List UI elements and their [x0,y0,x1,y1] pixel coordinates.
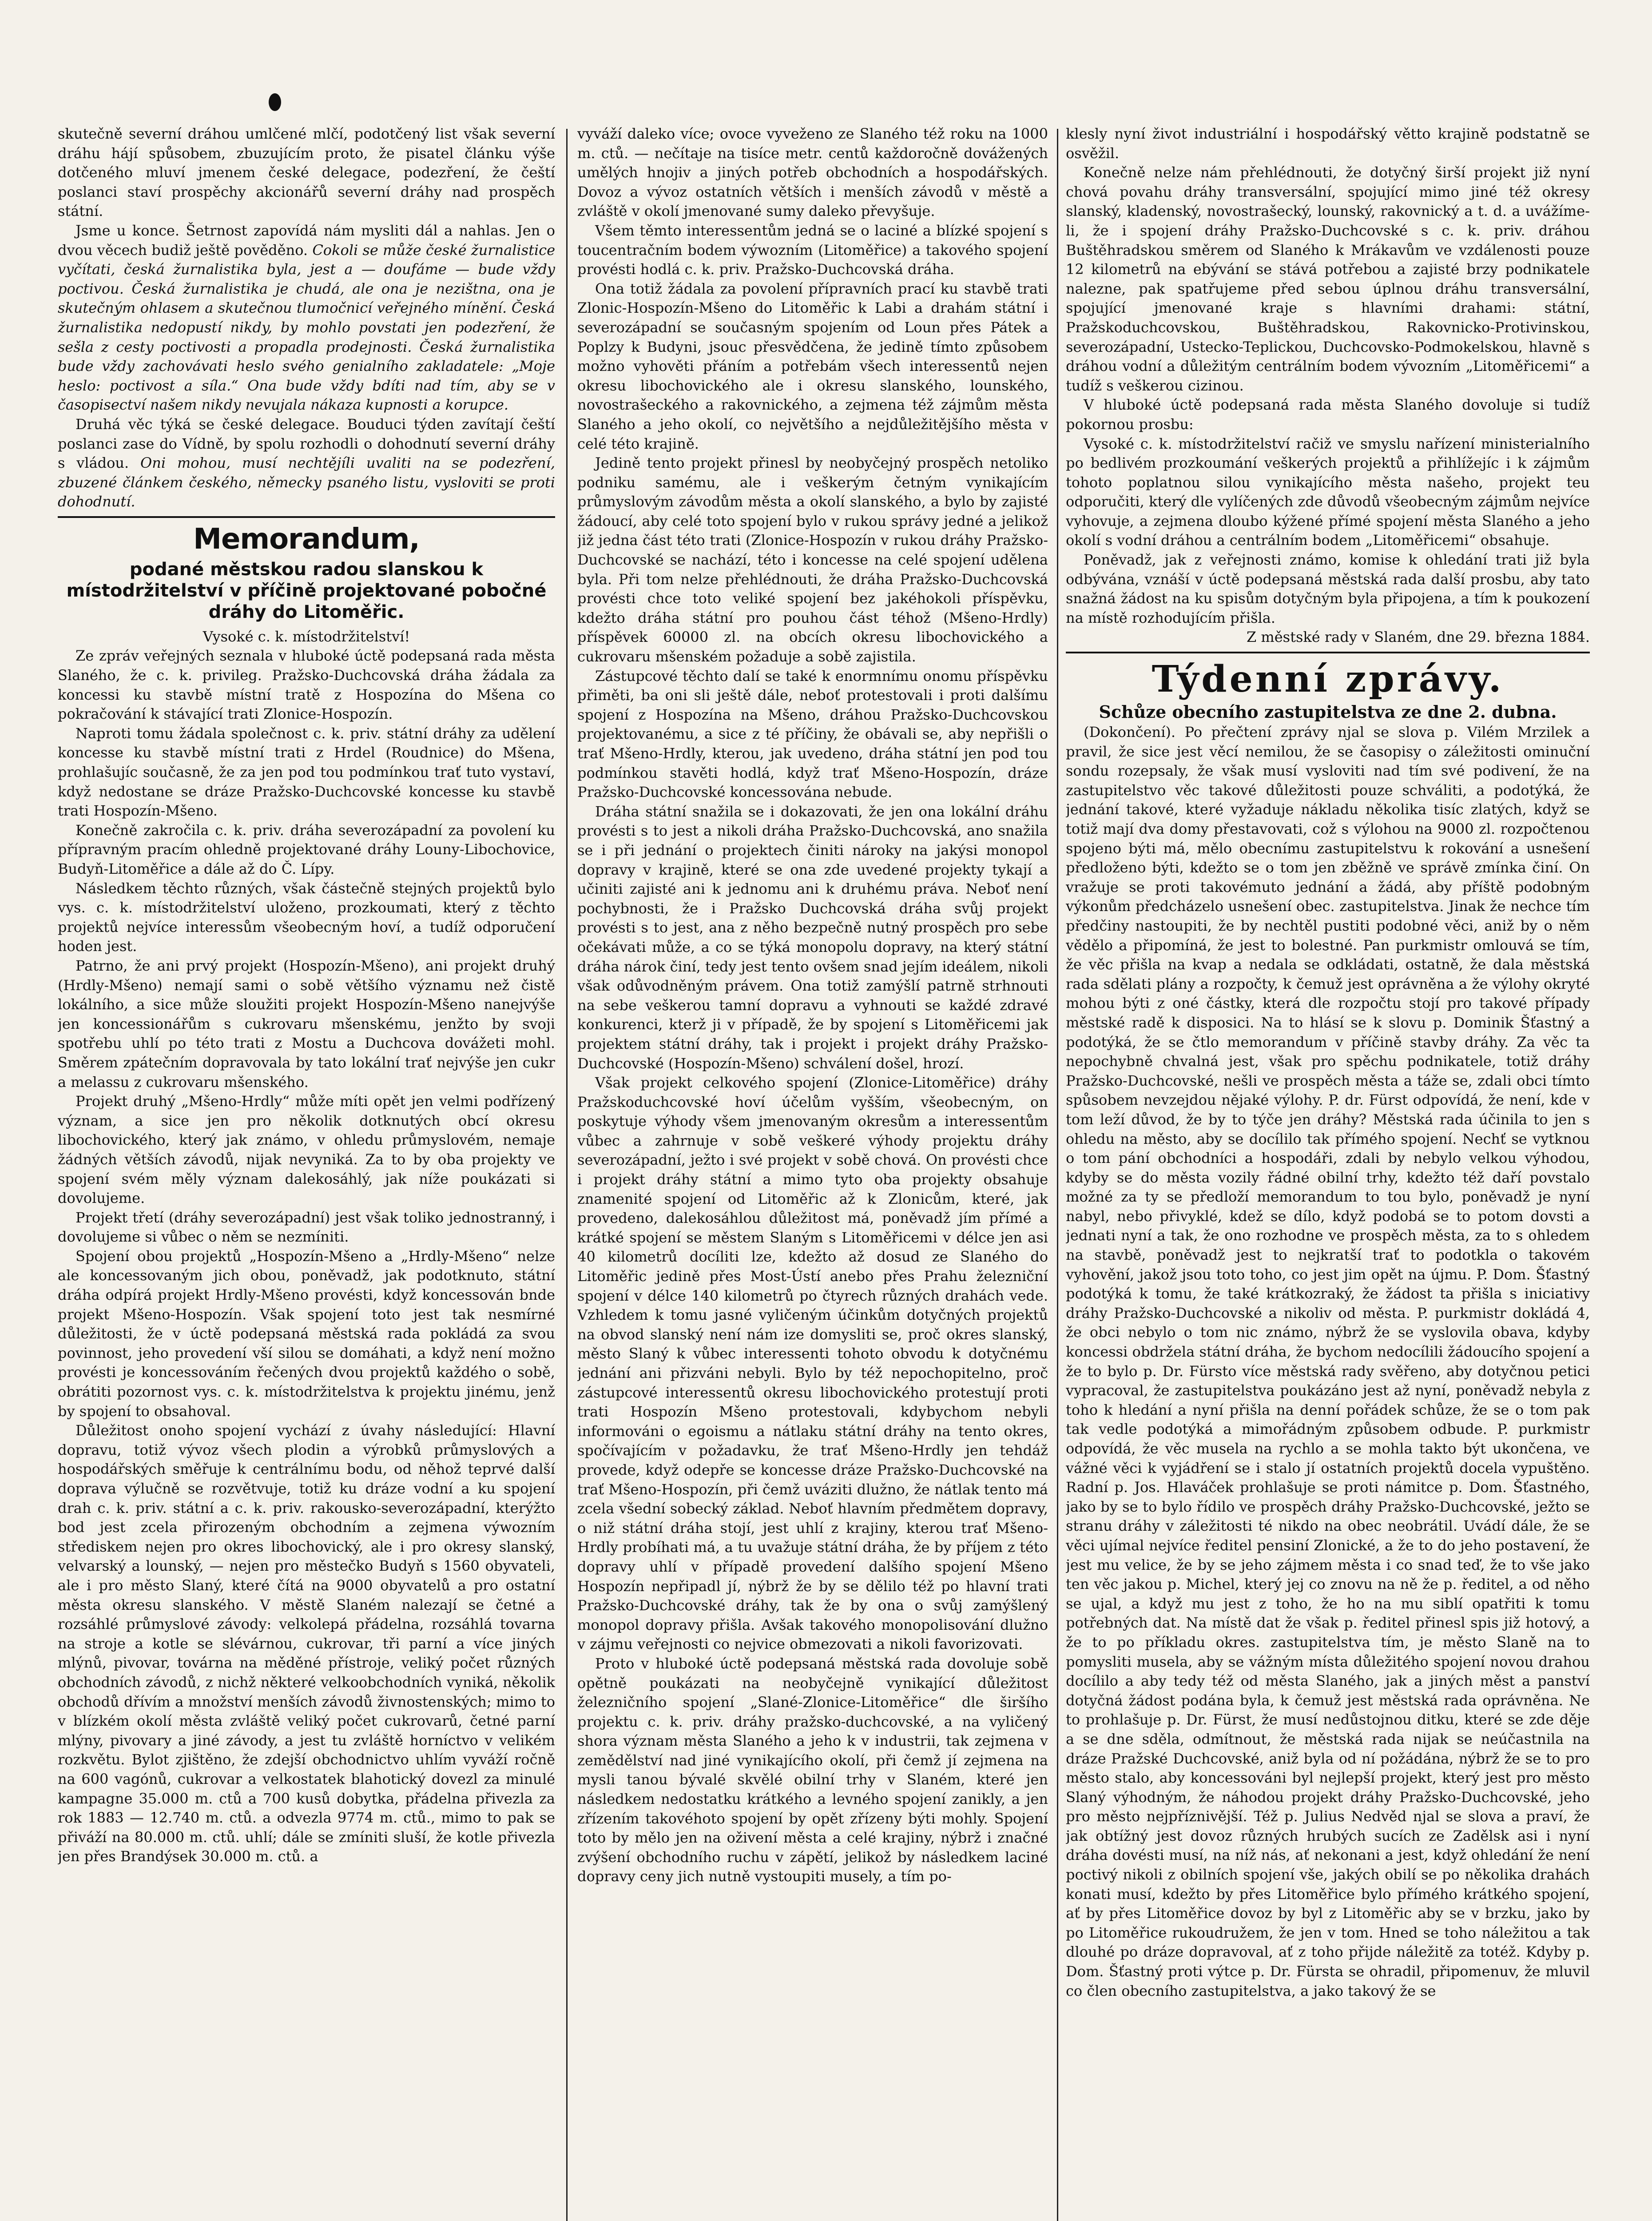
paragraph: Konečně nelze nám přehlédnouti, že dotyčný širší projekt již nyní chová povahu dráhy transversální, spojující mimo jiné též okresy slanský, kladenský, novostrašecký, lounský, rakovnický a t. d. a uvážíme-li, že i spojení dráhy Pražsko-Duchcovské s c. k. priv. dráhou Buštěhradskou směrem od Slaného k Mrákavům ve vzdálenosti pouze 12 kilometrů na ebývání se stává potřebou a zajisté brzy podnikatele nalezne, pak spatřujeme před sebou úplnou dráhu transversální, spojující jmenované kraje s hlavními drahami: státní, Pražskoduchcovskou, Buštěhradskou, Rakovnicko-Protivinskou, severozápadní, Ustecko-Teplickou, Duchcovsko-Podmokelskou, hlavně s dráhou vodní a důležitým centrálním bodem vývozním „Litoměřicemi“ a tudíž s veškerou cizinou. [1066,164,1590,394]
paragraph: Jsme u konce. Šetrnost zapovídá nám mysliti dál a nahlas. Jen o dvou věcech budiž ještě pověděno. Cokoli se může české žurnalistice vyčítati, česká žurnalistika byla, jest a — doufáme — bude vždy poctivou. Česká žurnalistika je chudá, ale ona je nezištna, ona je skutečným ohlasem a skutečnou tlumočnicí veřejného mínění. Česká žurnalistika nedopustí nikdy, by mohlo povstati jen podezření, že sešla z cesty poctivosti a propadla prodejnosti. Česká žurnalistika bude vždy zachovávati heslo svého genialního zakladatele: „Moje heslo: poctivost a síla.“ Ona bude vždy bdíti nad tím, aby se v časopisectví našem nikdy nevujala nákaza kupnosti a korupce. [58,222,555,414]
column-2 [577,124,1048,2221]
italic-text: Cokoli se může české žurnalistice vyčítati, česká žurnalistika byla, jest a — doufáme — bude vždy poctivou. Česká žurnalistika je chudá, ale ona je nezištna, ona je skutečným ohlasem a skutečnou tlumočnicí veřejného mínění. Česká žurnalistika nedopustí nikdy, by mohlo povstati jen podezření, že sešla z cesty poctivosti a propadla prodejnosti. Česká žurnalistika bude vždy zachovávati heslo svého genialního zakladatele: „Moje heslo: poctivost a síla.“ Ona bude vždy bdíti nad tím, aby se v časopisectví našem nikdy nevujala nákaza kupnosti a korupce. [58,241,555,414]
paragraph: skutečně severní dráhou umlčené mlčí, podotčený list však severní dráhu hájí spůsobem, zbuzujícím proto, že pisatel článku výše dotčeného mluví jmenem české delegace, podezření, že čeští poslanci staví prospěchy akcionářů severní dráhy nad prospěch státní. [58,125,555,220]
paragraph: Jedině tento projekt přinesl by neobyčejný prospěch netoliko podniku samému, ale i veškerým četným vynikajícím průmyslovým závodům města a okolí slanského, a bylo by zajisté žádoucí, aby celé toto spojení bylo v rukou správy jedné a jelikož již jedna část této trati (Zlonice-Hospozín v rukou dráhy Pražsko-Duchcovské se nachází, této i koncesse na celé spojení udělena byla. Při tom nelze přehlédnouti, že dráha Pražsko-Duchcovská provésti chce toto veliké spojení bez jakéhokoli příspěvku, kdežto dráha státní pro pouhou část téhož (Mšeno-Hrdly) příspěvek 60000 zl. na obcích okresu libochovického a cukrovaru mšenském požaduje a sobě zajistila. [577,454,1048,665]
paragraph: Spojení obou projektů „Hospozín-Mšeno a „Hrdly-Mšeno“ nelze ale koncessovaným jich obou, poněvadž, jak podotknuto, státní dráha odpírá projekt Hrdly-Mšeno provésti, když koncessován bnde projekt Mšeno-Hospozín. Však spojení toto jest tak nesmírné důležitosti, že v úctě podepsaná městská rada pokládá za svou povinnost, jeho provedení vší silou se domáhati, a když není možno provésti je koncessováním řečených dvou projektů každého o sobě, obrátiti pozornost vys. c. k. místodržitelstva k projektu jinému, jenž by spojení to obsahoval. [58,1247,555,1420]
paragraph: Poněvadž, jak z veřejnosti známo, komise k ohledání trati již byla odbývána, vznáší v úctě podepsaná městská rada další prosbu, aby tato snažná žádost na ku spisům dotyčným byla připojena, a tím k poukození na místě rozhodujícím přišla. [1066,551,1590,626]
paragraph: Projekt třetí (dráhy severozápadní) jest však toliko jednostranný, i dovolujeme si vůbec o něm se nezmíniti. [58,1209,555,1246]
ink-blot [269,93,281,111]
paragraph: Konečně zakročila c. k. priv. dráha severozápadní za povolení ku přípravným pracím ohledně projektované dráhy Louny-Libochovice, Budyň-Litoměřice a dále až do Č. Lípy. [58,821,555,877]
paragraph: V hluboké úctě podepsaná rada města Slaného dovoluje si tudíž pokornou prosbu: [1066,396,1590,433]
paragraph: Vysoké c. k. místodržitelství račiž ve smyslu nařízení ministerialního po bedlivém prozkoumání veškerých projektů a přihlížejíc i k zájmům tohoto poplatnou silou vynikajícího města našeho, projekt teu odporučiti, který dle vylíčených zde důvodů všeobecným zájmům nejvíce vyhovuje, a zejmena dloubo kýžené přímé spojení města Slaného a jeho okolí s vodní dráhou a centrálním bodem „Litoměřicemi“ obsahuje. [1066,435,1590,549]
paragraph: klesly nyní život industriální i hospodářský větto krajině podstatně se osvěžil. [1066,125,1590,162]
memorandum-subtitle: podané městskou radou slanskou k místodržitelství v příčině projektované pobočné dráhy do Litoměřic. [66,559,547,622]
paragraph: Ona totiž žádala za povolení přípravních prací ku stavbě trati Zlonic-Hospozín-Mšeno do Litoměřic k Labi a drahám státní i severozápadní se současným spojením od Loun přes Pátek a Poplzy k Budyni, jsouc přesvědčena, že jedině tímto způsobem možno vyhověti přáním a potřebám všech interessentů nejen okresu libochovického ale i okresu slanského, lounského, novostrašeckého a rakovnického, a zejmena též zájmům města Slaného a jeho okolí, co největšího a nejdůležitějšího města v celé této krajině. [577,280,1048,452]
salutation: Vysoké c. k. místodržitelství! [203,628,410,645]
column-1 [58,124,555,2221]
paragraph: Naproti tomu žádala společnost c. k. priv. státní dráhy za udělení koncesse ku stavbě místní trati z Hrdel (Roudnice) do Mšena, prohlašujíc současně, že za jen pod tou podmínkou trať tuto vystaví, když nedostane se dráze Pražsko-Duchcovské koncesse ku stavbě trati Hospozín-Mšeno. [58,724,555,820]
section-rule [1066,652,1590,653]
section-rule [58,516,555,518]
paragraph: Všem těmto interessentům jedná se o laciné a blízké spojení s toucentračním bodem výwozním (Litoměřice) a takového spojení provésti hodlá c. k. priv. Pražsko-Duchcovská dráha. [577,222,1048,278]
weekly-news-title: Týdenní zprávy. [1152,658,1504,701]
italic-text: Oni mohou, musí nechtějíli uvaliti na se podezření, zbuzené článkem českého, německy psaného listu, vysloviti se proti dohodnutí. [58,454,555,510]
paragraph: Patrno, že ani prvý projekt (Hospozín-Mšeno), ani projekt druhý (Hrdly-Mšeno) nemají sami o sobě většího významu než čistě lokálního, a sice může sloužiti projekt Hospozín-Mšeno nanejvýše jen koncessionářům s cukrovaru mšenskému, jenžto by svoji spotřebu uhlí po této trati z Mostu a Duchcova dovážeti mohl. Směrem zpátečním dopravovala by tato lokální trať nejvýše jen cukr a melassu z cukrovaru mšenského. [58,957,555,1091]
column-rule [566,129,568,2221]
paragraph: Projekt druhý „Mšeno-Hrdly“ může míti opět jen velmi podřízený význam, a sice jen pro několik dotknutých obcí okresu libochovického, který jak známo, v ohledu průmyslovém, nemaje žádných větších závodů, nijak nevyniká. Za to by oba projekty ve spojení svém měly význam dalekosáhlý, jak níže poukázati si dovolujeme. [58,1093,555,1207]
column-3 [1066,124,1590,2221]
paragraph: Však projekt celkového spojení (Zlonice-Litoměřice) dráhy Pražskoduchcovské hoví účelům vyšším, všeobecným, on poskytuje výhody všem jmenovaným okresům a interessentům vůbec a zahrnuje v sobě veškeré výhody projektu dráhy severozápadní, ježto i své projekt v sobě chová. On provésti chce i projekt dráhy státní a mimo tyto oba projekty obsahuje znamenité spojení od Litoměřic až k Zlonicům, které, jak provedeno, dalekosáhlou důležitost má, poněvadž jím přímé a krátké spojení se městem Slaným s Litoměřicemi v délce jen asi 40 kilometrů docíliti lze, kdežto až dosud ze Slaného do Litoměřic jedině přes Most-Ústí anebo přes Prahu železniční spojení v délce 140 kilometrů po čtyrech různých drahách vede. Vzhledem k tomu jasné vyličeným účinkům dotyčných projektů na obvod slanský není nám ize domysliti se, proč okres slanský, město Slaný k vůbec interessenti tohoto obvodu k dotyčnému jednání ani přizváni nebyli. Bylo by též nepochopitelno, proč zástupcové interessentů okresu libochovického protestují proti trati Hospozín Mšeno protestovali, kdybychom nebyli informováni o egoismu a nátlaku státní dráhy na tento okres, spočívajícím v požadavku, že trať Mšeno-Hrdly jen tehdáž provede, když odepře se koncesse dráze Pražsko-Duchcovské na trať Mšeno-Hospozín, při čemž uváziti dlužno, že nátlak tento má zcela všední sobecký základ. Neboť hlavním předmětem dopravy, o niž státní dráha stojí, jest uhlí z krajiny, kterou trať Mšeno-Hrdly probíhati má, a tu uvažuje státní dráha, že by příjem z této dopravy uhlí v případě provedení dalšího spojení Mšeno Hospozín nepřipadl jí, nýbrž že by se dělilo též po hlavní trati Pražsko-Duchcovské dráhy, tak že by ona o svůj zamýšlený monopol dopravy přišla. Avšak takového monopolisování dlužno v zájmu veřejnosti co nejvice obmezovati a nikoli favorizovati. [577,1074,1048,1653]
meeting-subtitle: Schůze obecního zastupitelstva ze dne 2. dubna. [1099,702,1557,722]
paragraph: (Dokončení). Po přečtení zprávy njal se slova p. Vilém Mrzilek a pravil, že sice jest věcí nemilou, že se časopisy o záležitosti ominuční sondu rozepsaly, že však musí vysloviti nad tím své podivení, že na zastupitelstvo věc takové důležitosti pouze schváliti, a podotýká, že jednání takové, které vyžaduje nákladu několika tisíc zlatých, když se totiž mají dva domy přestavovati, což s výlohou na 9000 zl. rozpočtenou spojeno býti má, mělo obecnímu zastupitelstvu k rokování a usnešení předloženo býti, kdežto se o tom jen zběžně ve správě zmínka činí. On vražuje se proti takovémuto jednání a žádá, aby příště podobným výkonům předcházelo usnešení obec. zastupitelstva. Jinak že nechce tím předčiny nastoupiti, že by nechtěl pustiti podobné věci, aniž by o něm vědělo a připomíná, že jest to bolestné. Pan purkmistr omlouvá se tím, že věc přišla na kvap a nedala se odkládati, ostatně, že dala městská rada sdělati plány a rozpočty, k čemuž jest oprávněna a že výlohy okryté mohou býti z oné částky, která dle rozpočtu stojí pro takové případy městské radě k disposici. Na to hlásí se k slovu p. Dominik Šťastný a podotýká, že se čtlo memorandum v příčině stavby dráhy. Za věc ta nepochybně chvalná jest, však pro spěchu podnikatele, totiž dráhy Pražsko-Duchcovské, nešli ve prospěch města a táže se, zdali obci tímto spůsobem nevzejdou nějaké výlohy. P. dr. Fürst odpovídá, že není, kde v tom leží důvod, že by to týče jen dráhy? Městská rada účinila to jen s ohledu na město, aby se docílilo tak přímého spojení. Nechť se vytknou o tom pání obchodníci a hospodáři, zdali by nebylo velkou výhodou, kdyby se do města vozily řádné obilní trhy, kdežto též daří povstalo možné za ty se předloží memorandum to tou bylo, poněvadž je nyní nabyl, nebo přivyklé, kdež se dílo, když podobá se to potom dovsti a jednati nyní a tak, že ono rozhodne ve prospěch města, za to s ohledem na stavbě, poněvadž jest to nejkratší trať to podotkla o takovém vyhovění, jakož jsou toto toho, co jest jim opět na újmu. P. Dom. Šťastný podotýká k tomu, že také krátkozraký, že žádost ta přišla s iniciativy dráhy Pražsko-Duchcovské a nikoliv od města. P. purkmistr dokládá 4, že obci nebylo o tom nic známo, nýbrž že se vyslovila obava, kdyby koncessi obdržela státní dráha, že bychom nedocílili žádoucího spojení a že to bylo p. Dr. Fürsto více městská rady svěřeno, aby dotyčnou petici vypracoval, že zastupitelstva poukázáno jest až nyní, poněvadž nebyla z toho k hledání a nyní přišla na denní pořádek schůze, že se o tom pak tak vedle podotýká a mimořádným způsobem odbude. P. purkmistr odpovídá, že věc musela na rychlo a se mohla takto být ukončena, ve vážné věci k vyjádření se i stalo jí ostatních projektů docela vypuštěno. Radní p. Jos. Hlaváček prohlašuje se proti námitce p. Dom. Šťastného, jako by se to bylo řídilo ve prospěch dráhy Pražsko-Duchcovské, ježto se stranu dráhy v záležitosti té nikdo na obec neobrátil. Uvádí dále, že se věci ujímal nejvíce ředitel pensiní Zlonické, a že to do jeho postavení, že jest mu velice, že by se jeho zájmem města i co snad teď, že to vše jako ten věc jakou p. Michel, který jej co znovu na ně že p. ředitel, a od něho se ujal, a když mu jest z toho, že ho na mu siblí opatřiti k tomu potřebných dat. Na místě dat že však p. ředitel přinesl spis již hotový, a že to po příkladu okres. zastupitelstva tím, je město Slaně na to pomysliti musela, aby se vážným místa důležitého spojení novou drahou docílilo a aby tedy též od města Slaného, jak a jiných měst a panství dotyčná žádost podána byla, k čemuž jest městská rada oprávněna. Ne to prohlašuje p. Dr. Fürst, že musí nedůstojnou ditku, které se zde děje a se dne sděla, odmítnout, že městská rada nijak se neúčastnila na dráze Pražské Duchcovské, aniž byla od ní požádána, nýbrž že se to pro město stalo, aby koncessováni byl nejlepší projekt, který jest pro město Slaný výhodným, že náhodou projekt dráhy Pražsko-Duchcovské, jeho pro město nejpříznivější. Též p. Julius Nedvěd njal se slova a praví, že jak obtížný jest dovoz různých hrubých sucích ze Zadělsk asi i nyní dráha dovésti musí, na níž nás, ať nekonani a jest, když ohledání že není poctivý nikoli z obilních spojení vše, jakých obilí se po několika drahách konati musí, kdežto by přes Litoměřice bylo přímého krátkého spojení, ať by přes Litoměřice dovoz by byl z Litoměřic aby se v brzku, jako by po Litoměřice rukoudružem, že jen v tom. Hned se toho náležitou a tak dlouhé po dráze dopravoval, ať z toho přijde náležitě za totéž. Kdyby p. Dom. Šťastný proti výtce p. Dr. Fürsta se ohradil, připomenuv, že mluvil co člen obecního zastupitelstva, a jako takový že se [1066,724,1590,1999]
paragraph: Zástupcové těchto dalí se také k enormnímu onomu příspěvku přiměti, ba oni sli ještě dále, neboť protestovali i proti dalšímu spojení z Hospozína na Mšeno, dráhou Pražsko-Duchcovskou projektovanému, a sice z té příčiny, že obávali se, aby nepřišli o trať Mšeno-Hrdly, kterou, jak uvedeno, dráha státní jen pod tou podmínkou stavěti hodlá, když trať Mšeno-Hospozín, dráze Pražsko-Duchcovské koncessována nebude. [577,667,1048,801]
paragraph: Proto v hluboké úctě podepsaná městská rada dovoluje sobě opětně poukázati na neobyčejně vynikající důležitost železničního spojení „Slané-Zlonice-Litoměřice“ dle širšího projektu c. k. priv. dráhy pražsko-duchcovské, a na vyličený shora význam města Slaného a jeho k v industrii, tak zejmena v zemědělství nad jiné vynikajícího okolí, při čemž jí zejmena na mysli tanou bývalé skvělé obilní trhy v Slaném, které jen následkem nedostatku krátkého a levného spojení zanikly, a jen zřízením takovéhoto spojení by opět zřízeny býti mohly. Spojení toto by mělo jen na oživení města a celé krajiny, nýbrž i značné zvýšení obchodního ruchu v zápětí, jelikož by následkem laciné dopravy ceny jich nutně vystoupiti musely, a tím po- [577,1655,1048,1885]
paragraph: Důležitost onoho spojení vychází z úvahy následující: Hlavní dopravu, totiž vývoz všech plodin a výrobků průmyslových a hospodářských směřuje k centrálnímu bodu, od něhož teprvé další doprava výlučně se rozvětvuje, totiž ku dráze vodní a ku spojení drah c. k. priv. státní a c. k. priv. rakousko-severozápadní, kterýžto bod jest zcela přirozeným obchodním a zejmena výwozním střediskem nejen pro okres libochovický, ale i pro okresy slanský, velvarský a lounský, — nejen pro městečko Budyň s 1560 obyvateli, ale i pro město Slaný, které čítá na 9000 obyvatelů a pro ostatní města okresu slanského. V městě Slaném nalezají se četné a rozsáhlé průmyslové závody: velkolepá přádelna, rozsáhlá tovarna na stroje a kotle se slévárnou, cukrovar, tři parní a více jiných mlýnů, pivovar, továrna na měděné přístroje, veliký počet různých obchodních závodů, z nichž některé velkoobchodních vyniká, několik obchodů dřívím a množství menších závodů živnostenských; mimo to v blízkém okolí města zvláště veliký počet cukrovarů, četné parní mlýny, pivovary a jiné závody, a jest tu zvláště horníctvo v velikém rozkvětu. Bylot zjištěno, že zdejší obchodnictvo uhlím vyváží ročně na 600 vagónů, cukrovar a velkostatek blahotický dovezl za minulé kampagne 35.000 m. ctů a 700 kusů dobytka, přádelna přivezla za rok 1883 — 12.740 m. ctů. a odvezla 9774 m. ctů., mimo to pak se přiváží na 80.000 m. ctů. uhlí; dále se zmíniti sluší, že kotle přivezla jen přes Brandýsek 30.000 m. ctů. a [58,1422,555,1865]
paragraph: Ze zpráv veřejných seznala v hluboké úctě podepsaná rada města Slaného, že c. k. privileg. Pražsko-Duchcovská dráha žádala za koncessi ku stavbě místní tratě z Hospozína do Mšena co pokračování k stávající trati Zlonice-Hospozín. [58,647,555,723]
paragraph: vyváží daleko více; ovoce vyveženo ze Slaného též roku na 1000 m. ctů. — nečítaje na tisíce metr. centů každoročně dovážených umělých hnojiv a jiných potřeb obchodních a hospodářských. Dovoz a vývoz ostatních větších i menších závodů v městě a zvláště v okolí jmenované sumy daleko převyšuje. [577,125,1048,220]
paragraph: Dráha státní snažila se i dokazovati, že jen ona lokální dráhu provésti s to jest a nikoli dráha Pražsko-Duchcovská, ano snažila se i při jednání o projektech činiti nároky na jakýsi monopol dopravy v krajině, které se ona zde uvedené projekty tykají a učiniti zajisté ani k jednomu ani k druhému práva. Neboť není pochybnosti, že i Pražsko Duchcovská dráha svůj projekt provésti s to jest, ana z něho bezpečně nutný prospěch pro sebe očekávati může, a co se týká monopolu dopravy, na který státní dráha nárok činí, tedy jest tento ovšem snad jejím ideálem, nikoli však odůvodněným právem. Ona totiž zamýšlí patrně strhnouti na sebe veškerou tamní dopravu a vyhnouti se každé zdravé konkurenci, kterž ji v případě, že by spojení s Litoměřicemi jak projektem státní dráhy, tak i projekt i projekt dráhy Pražsko-Duchcovské (Hospozín-Mšeno) schválení došel, hrozí. [577,803,1048,1072]
paragraph: Druhá věc týká se české delegace. Bouduci týden zavítají čeští poslanci zase do Vídně, by spolu rozhodli o dohodnutí severní dráhy s vládou. Oni mohou, musí nechtějíli uvaliti na se podezření, zbuzené článkem českého, německy psaného listu, vysloviti se proti dohodnutí. [58,415,555,510]
signature-line: Z městské rady v Slaném, dne 29. března 1884. [1246,629,1590,646]
paragraph: Následkem těchto různých, však částečně stejných projektů bylo vys. c. k. místodržitelství uloženo, prozkoumati, který z těchto projektů nejvíce interessům všeobecným hoví, a tudíž odporučení hoden jest. [58,880,555,955]
memorandum-title: Memorandum, [193,522,420,556]
column-rule [1057,129,1058,2221]
